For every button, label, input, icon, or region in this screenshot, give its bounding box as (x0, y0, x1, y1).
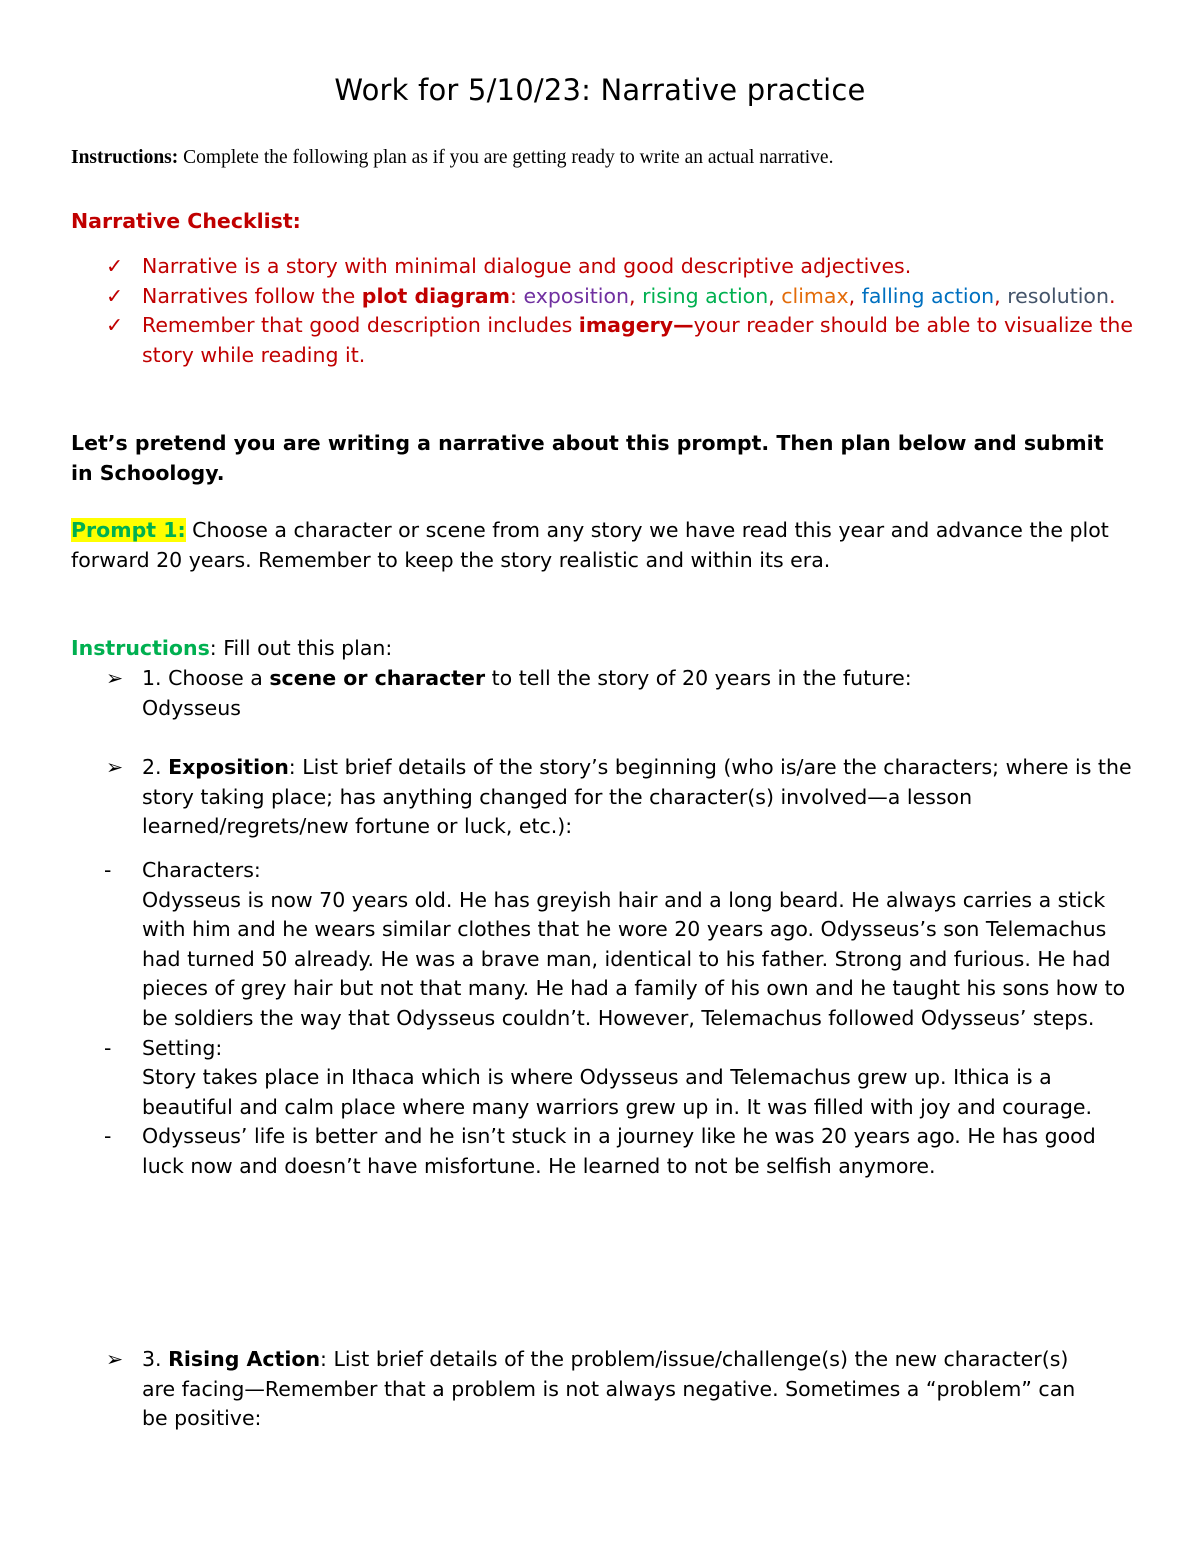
text-run: , (994, 283, 1008, 308)
detail-item (0, 1122, 1200, 1181)
checklist-heading: Narrative Checklist: (71, 209, 301, 233)
plan-step (0, 753, 1200, 842)
plan-instructions-text: : Fill out this plan: (209, 636, 393, 660)
plan-step (0, 664, 1200, 723)
imagery-term: imagery— (578, 313, 694, 338)
prompt-text: Choose a character or scene from any story we have read this year and advance the plot forward 20 years. Remember to keep the story realistic and within its era. (71, 518, 1109, 572)
arrow-bullet-icon: ➢ (106, 1347, 124, 1371)
text-run: 2. (142, 755, 169, 779)
checklist-item-text: Narrative is a story with minimal dialogue and good descriptive adjectives. (142, 254, 912, 278)
plan-step-2 (0, 753, 1200, 842)
checklist-item (0, 282, 1200, 312)
text-run: : (510, 283, 524, 308)
text-run: 1. Choose a (142, 666, 270, 690)
checklist-item-text (142, 282, 1142, 312)
checklist-item-text (142, 311, 1142, 370)
term-resolution: resolution (1007, 283, 1109, 308)
term-falling-action: falling action (861, 283, 995, 308)
step1-answer: Odysseus (142, 695, 241, 720)
instructions-label: Instructions: (71, 147, 179, 168)
check-icon: ✓ (106, 313, 124, 338)
dash-bullet: - (104, 1124, 112, 1149)
instructions-line (71, 144, 1131, 172)
exposition-term: Exposition (168, 755, 289, 779)
term-climax: climax (781, 283, 849, 308)
checklist-item (0, 311, 1200, 370)
text-run: 3. (142, 1347, 169, 1371)
plan-instructions-label: Instructions (71, 636, 210, 660)
plan-step-1 (0, 664, 1200, 723)
term-exposition: exposition (523, 283, 630, 308)
text-run: , (629, 283, 643, 308)
checklist (0, 252, 1200, 370)
text-run: , (848, 283, 862, 308)
instructions-text: Complete the following plan as if you are getting ready to write an actual narrative. (178, 147, 834, 168)
rising-action-term: Rising Action (168, 1347, 321, 1371)
text-run: Narratives follow the (142, 283, 362, 308)
scene-or-character-term: scene or character (269, 666, 486, 690)
characters-text: Odysseus is now 70 years old. He has greyish hair and a long beard. He always carries a stick with him and he wears similar clothes that he wore 20 years ago. Odysseus’s son Telemachus had turned 50 already. He was a brave man, identical to his father. Strong and furious. He had pieces of grey hair but not that many. He had a family of his own and he taught his sons how to be soldiers the way that Odysseus couldn’t. However, Telemachus followed Odysseus’ steps. (142, 887, 1126, 1030)
pretend-paragraph: Let’s pretend you are writing a narrative about this prompt. Then plan below and submit in Schoology. (71, 431, 1104, 485)
plot-diagram-term: plot diagram (361, 283, 511, 308)
detail-item (0, 1034, 1200, 1123)
plan-step-text (142, 664, 1142, 723)
text-run: , (768, 283, 782, 308)
plan-step (0, 1345, 1200, 1434)
text-run: : List brief details of the story’s beginning (who is/are the characters; where is the story taking place; has anything changed for the character(s) involved—a lesson learned/regrets/new fortune or luck, etc.): (142, 755, 1132, 839)
checklist-item (0, 252, 1200, 282)
check-icon: ✓ (106, 283, 124, 308)
setting-detail (142, 1034, 1127, 1123)
prompt-paragraph (71, 516, 1111, 575)
check-icon: ✓ (106, 254, 124, 278)
text-run: your reader should be able to visualize the story while reading it. (142, 313, 1133, 367)
change-detail: Odysseus’ life is better and he isn’t stuck in a journey like he was 20 years ago. He has good luck now and doesn’t have misfortune. He learned to not be selfish anymore. (142, 1124, 1096, 1178)
plan-step-3 (0, 1345, 1200, 1434)
detail-item (0, 856, 1200, 1034)
dash-bullet: - (104, 1035, 112, 1060)
arrow-bullet-icon: ➢ (106, 666, 124, 690)
plan-step-text (142, 753, 1132, 842)
setting-label: Setting: (142, 1035, 223, 1060)
text-run: : List brief details of the problem/issue/challenge(s) the new character(s) are facing—Remember that a problem is not always negative. Sometimes a “problem” can be positive: (142, 1347, 1076, 1431)
dash-bullet: - (104, 858, 112, 882)
characters-label: Characters: (142, 858, 261, 882)
term-rising-action: rising action (642, 283, 769, 308)
exposition-details (0, 856, 1200, 1182)
text-run: . (1108, 283, 1116, 308)
page-title: Work for 5/10/23: Narrative practice (334, 73, 866, 107)
prompt-label: Prompt 1: (71, 518, 186, 542)
plan-step-text (142, 1345, 1082, 1434)
setting-text: Story takes place in Ithaca which is where Odysseus and Telemachus grew up. Ithica is a beautiful and calm place where many warriors grew up in. It was filled with joy and courage. (142, 1065, 1093, 1119)
characters-detail (142, 856, 1127, 1034)
arrow-bullet-icon: ➢ (106, 755, 124, 779)
plan-instructions (71, 634, 1131, 664)
text-run: Remember that good description includes (142, 313, 579, 338)
text-run: to tell the story of 20 years in the future: (485, 666, 912, 690)
